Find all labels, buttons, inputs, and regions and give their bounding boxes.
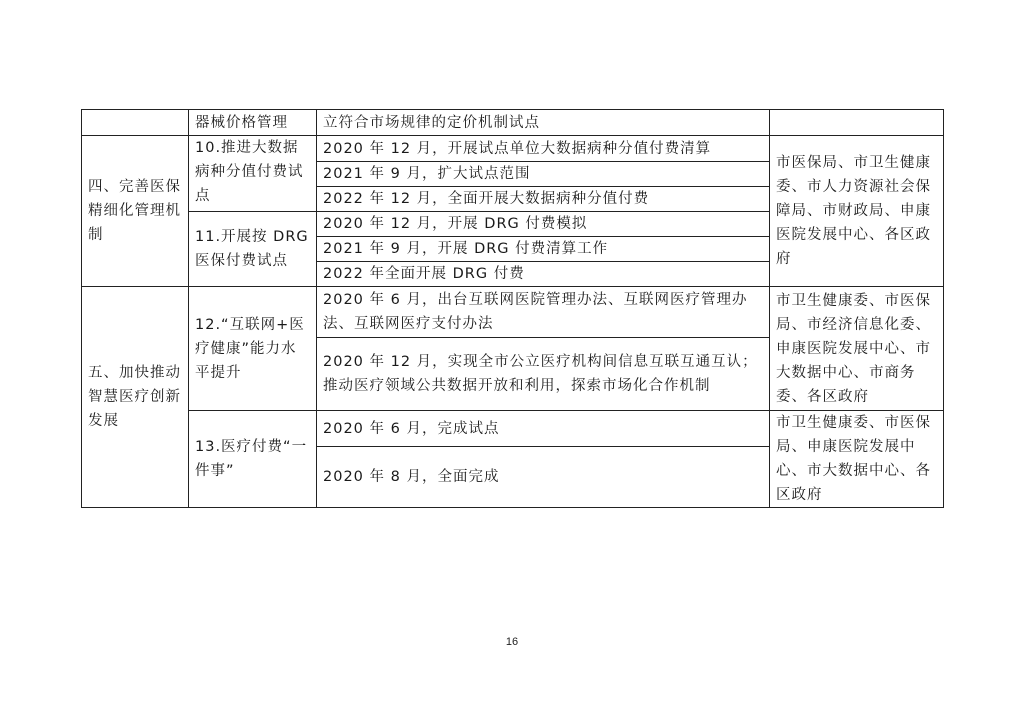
table-row xyxy=(82,287,944,338)
dept-cell: 市医保局、市卫生健康委、市人力资源社会保障局、市财政局、申康医院发展中心、各区政府 xyxy=(770,136,944,287)
goal-cell: 2020 年 12 月，实现全市公立医疗机构间信息互联互通互认；推动医疗领域公共数据开放和利用，探索市场化合作机制 xyxy=(317,338,770,411)
page-number: 16 xyxy=(505,636,519,648)
task-cell: 11.开展按 DRG 医保付费试点 xyxy=(189,212,317,287)
area-cell: 五、加快推动智慧医疗创新发展 xyxy=(82,287,189,508)
table-row xyxy=(82,411,944,447)
task-cell: 13.医疗付费“一件事” xyxy=(189,411,317,508)
goal-cell: 2020 年 6 月，完成试点 xyxy=(317,411,770,447)
goal-cell: 2020 年 6 月，出台互联网医院管理办法、互联网医疗管理办法、互联网医疗支付办法 xyxy=(317,287,770,338)
goal-cell: 2020 年 12 月，开展试点单位大数据病种分值付费清算 xyxy=(317,136,770,162)
dept-cell: 市卫生健康委、市医保局、市经济信息化委、申康医院发展中心、市大数据中心、市商务委、各区政府 xyxy=(770,287,944,411)
area-cell: 四、完善医保精细化管理机制 xyxy=(82,136,189,287)
plan-table xyxy=(81,109,944,508)
table-row xyxy=(82,136,944,162)
task-cell: 器械价格管理 xyxy=(189,110,317,136)
area-cell-empty xyxy=(82,110,189,136)
dept-cell-empty xyxy=(770,110,944,136)
goal-cell: 2020 年 8 月，全面完成 xyxy=(317,447,770,508)
dept-cell: 市卫生健康委、市医保局、申康医院发展中心、市大数据中心、各区政府 xyxy=(770,411,944,508)
goal-cell: 2021 年 9 月，扩大试点范围 xyxy=(317,162,770,187)
task-cell: 10.推进大数据病种分值付费试点 xyxy=(189,136,317,212)
table-row xyxy=(82,110,944,136)
goal-cell: 2022 年全面开展 DRG 付费 xyxy=(317,262,770,287)
task-cell: 12.“互联网+医疗健康”能力水平提升 xyxy=(189,287,317,411)
goal-cell: 2021 年 9 月，开展 DRG 付费清算工作 xyxy=(317,237,770,262)
goal-cell: 2022 年 12 月，全面开展大数据病种分值付费 xyxy=(317,187,770,212)
goal-cell: 立符合市场规律的定价机制试点 xyxy=(317,110,770,136)
goal-cell: 2020 年 12 月，开展 DRG 付费模拟 xyxy=(317,212,770,237)
